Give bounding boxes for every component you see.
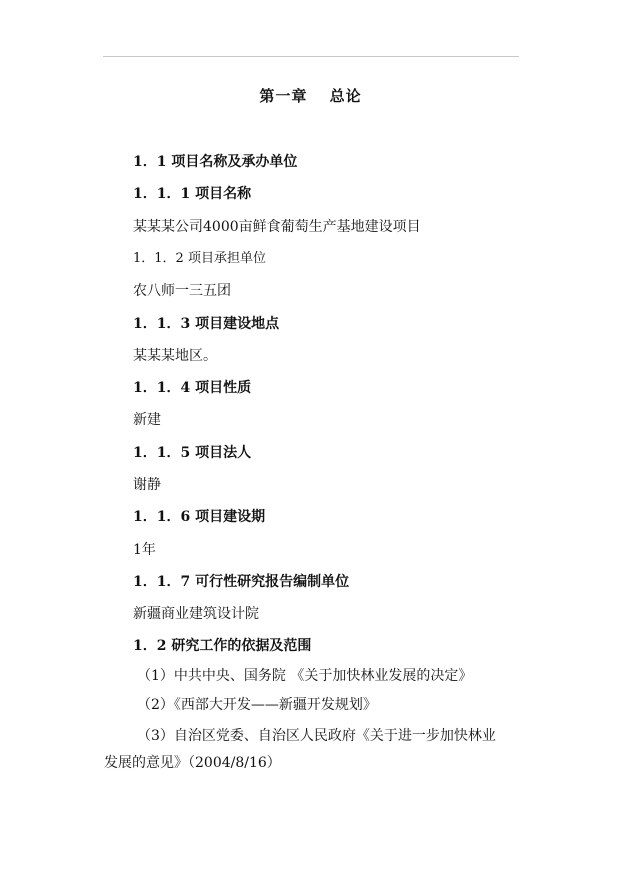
section-heading-1-1-3: 1．1．3 项目建设地点 bbox=[133, 316, 280, 332]
project-undertaker-text: 农八师一三五团 bbox=[133, 283, 231, 299]
section-heading-1-1-2: 1．1．2 项目承担单位 bbox=[133, 251, 266, 266]
section-heading-1-1-6: 1．1．6 项目建设期 bbox=[133, 509, 266, 525]
section-heading-1-1: 1．1 项目名称及承办单位 bbox=[133, 154, 298, 170]
report-compiler-text: 新疆商业建筑设计院 bbox=[133, 606, 259, 622]
project-nature-text: 新建 bbox=[133, 412, 161, 428]
section-heading-1-2: 1．2 研究工作的依据及范围 bbox=[133, 638, 312, 654]
reference-item-1: （1）中共中央、国务院 《关于加快林业发展的决定》 bbox=[137, 668, 473, 684]
section-heading-1-1-1: 1．1．1 项目名称 bbox=[133, 186, 252, 202]
section-heading-1-1-5: 1．1．5 项目法人 bbox=[133, 445, 252, 461]
construction-period-text: 1年 bbox=[133, 542, 156, 558]
project-location-text: 某某某地区。 bbox=[133, 348, 217, 364]
reference-item-3-continued: 发展的意见》（2004/8/16） bbox=[104, 755, 281, 771]
chapter-title: 第一章 总论 bbox=[259, 87, 362, 105]
project-name-text: 某某某公司4000亩鲜食葡萄生产基地建设项目 bbox=[133, 219, 421, 235]
reference-item-2: （2）《西部大开发——新疆开发规划》 bbox=[137, 697, 377, 713]
header-rule bbox=[103, 56, 519, 57]
legal-person-text: 谢静 bbox=[133, 477, 161, 493]
reference-item-3: （3）自治区党委、自治区人民政府《关于进一步加快林业 bbox=[137, 728, 496, 744]
section-heading-1-1-4: 1．1．4 项目性质 bbox=[133, 380, 252, 396]
section-heading-1-1-7: 1．1．7 可行性研究报告编制单位 bbox=[133, 574, 350, 590]
